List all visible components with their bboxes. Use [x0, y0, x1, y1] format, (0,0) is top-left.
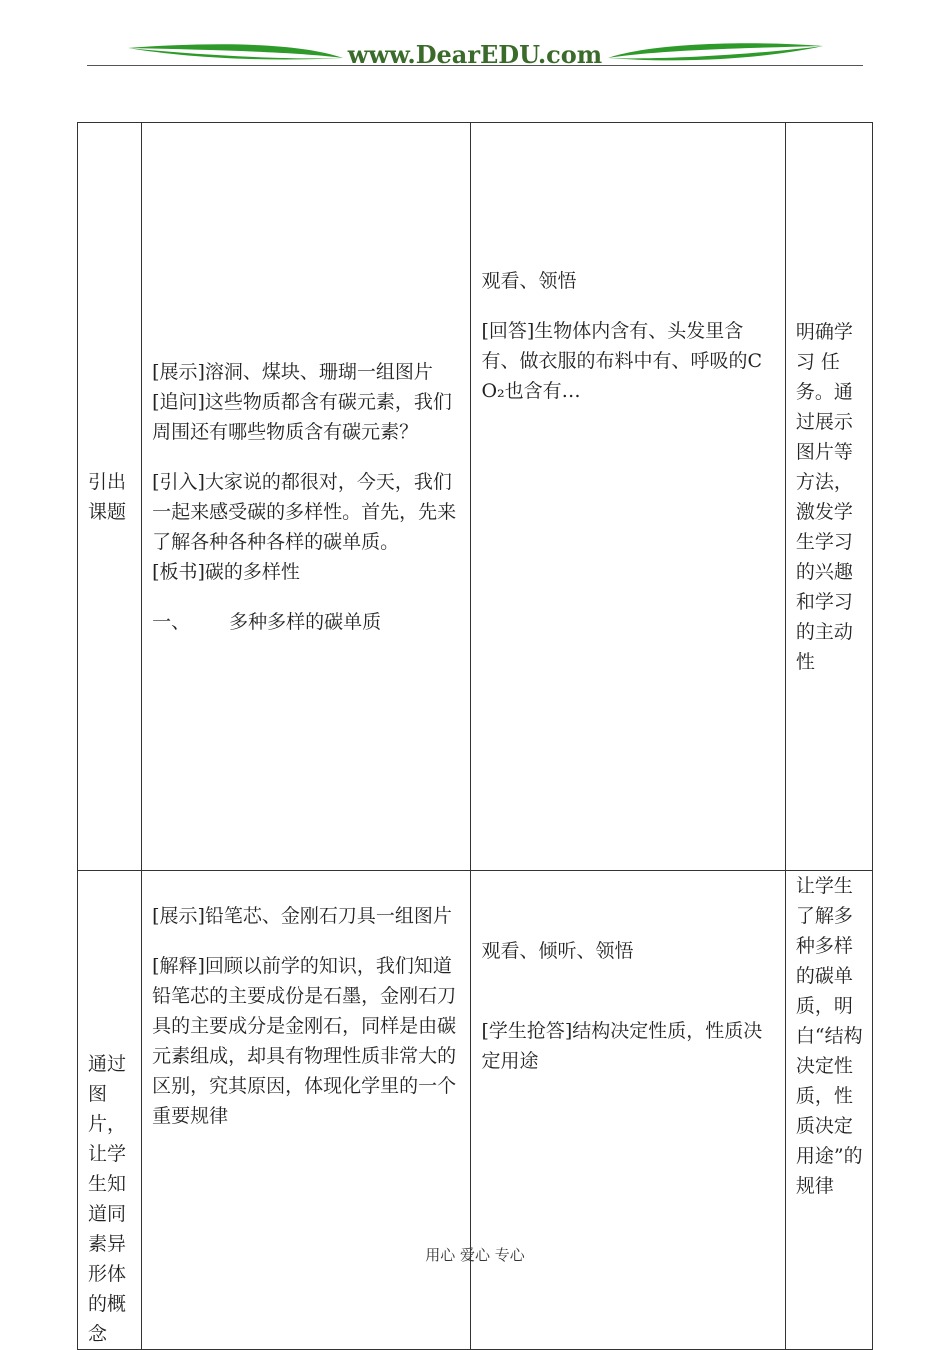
student-line: 观看、倾听、领悟 — [481, 940, 634, 962]
spacer — [481, 296, 776, 316]
step-cell — [78, 123, 142, 871]
spacer — [152, 587, 462, 607]
step-label: 通过图片，让学生知道同素异形体的概念 — [88, 1053, 127, 1345]
student-activity-cell — [471, 871, 785, 1350]
teacher-line: [解释]回顾以前学的知识，我们知道铅笔芯的主要成份是石墨，金刚石刀具的主要成分是金刚石，同样是由碳元素组成，却具有物理性质非常大的区别，究其原因，体现化学里的一个重要规律 — [152, 955, 457, 1127]
page-footer: 用心 爱心 专心 — [425, 1246, 525, 1264]
student-line: [回答]生物体内含有、头发里含有、做衣服的布料中有、呼吸的CO₂也含有… — [481, 320, 763, 402]
teacher-activity-cell — [142, 871, 471, 1350]
spacer — [481, 996, 776, 1016]
table-row — [78, 123, 873, 871]
student-line: [学生抢答]结构决定性质，性质决定用途 — [481, 1020, 763, 1072]
teacher-line: [板书]碳的多样性 — [152, 560, 300, 583]
heading-number: 一、 — [152, 610, 191, 633]
teacher-activity-cell — [142, 123, 471, 871]
spacer — [481, 966, 776, 996]
teacher-line: [展示]溶洞、煤块、珊瑚一组图片 — [152, 360, 433, 383]
design-intent-cell — [785, 123, 872, 871]
table-row — [78, 871, 873, 1350]
teacher-line: [追问]这些物质都含有碳元素，我们周围还有哪些物质含有碳元素？ — [152, 390, 452, 443]
intent-text: 明确学习 任务。通过展示图片等方法，激发学生学习的兴趣和学习的主动性 — [795, 320, 853, 673]
lesson-plan-table — [77, 122, 873, 1350]
design-intent-cell — [785, 871, 872, 1350]
heading-text: 多种多样的碳单质 — [229, 610, 382, 633]
step-label: 引出课题 — [88, 470, 127, 523]
site-logo-text[interactable]: www.DearEDU.com — [347, 40, 603, 69]
spacer — [152, 447, 462, 467]
student-activity-cell — [471, 123, 785, 871]
intent-text: 让学生了解多种多样的碳单质，明白“结构决定性质，性质决定 用途”的规律 — [795, 875, 863, 1197]
teacher-line: [展示]铅笔芯、金刚石刀具一组图片 — [152, 905, 452, 927]
header-divider — [87, 65, 863, 66]
student-line: 观看、领悟 — [481, 270, 577, 292]
spacer — [152, 931, 462, 951]
teacher-line: [引入]大家说的都很对，今天，我们一起来感受碳的多样性。首先，先来了解各种各种各样的碳单质。 — [152, 470, 457, 553]
step-cell — [78, 871, 142, 1350]
numbered-heading — [152, 607, 462, 637]
